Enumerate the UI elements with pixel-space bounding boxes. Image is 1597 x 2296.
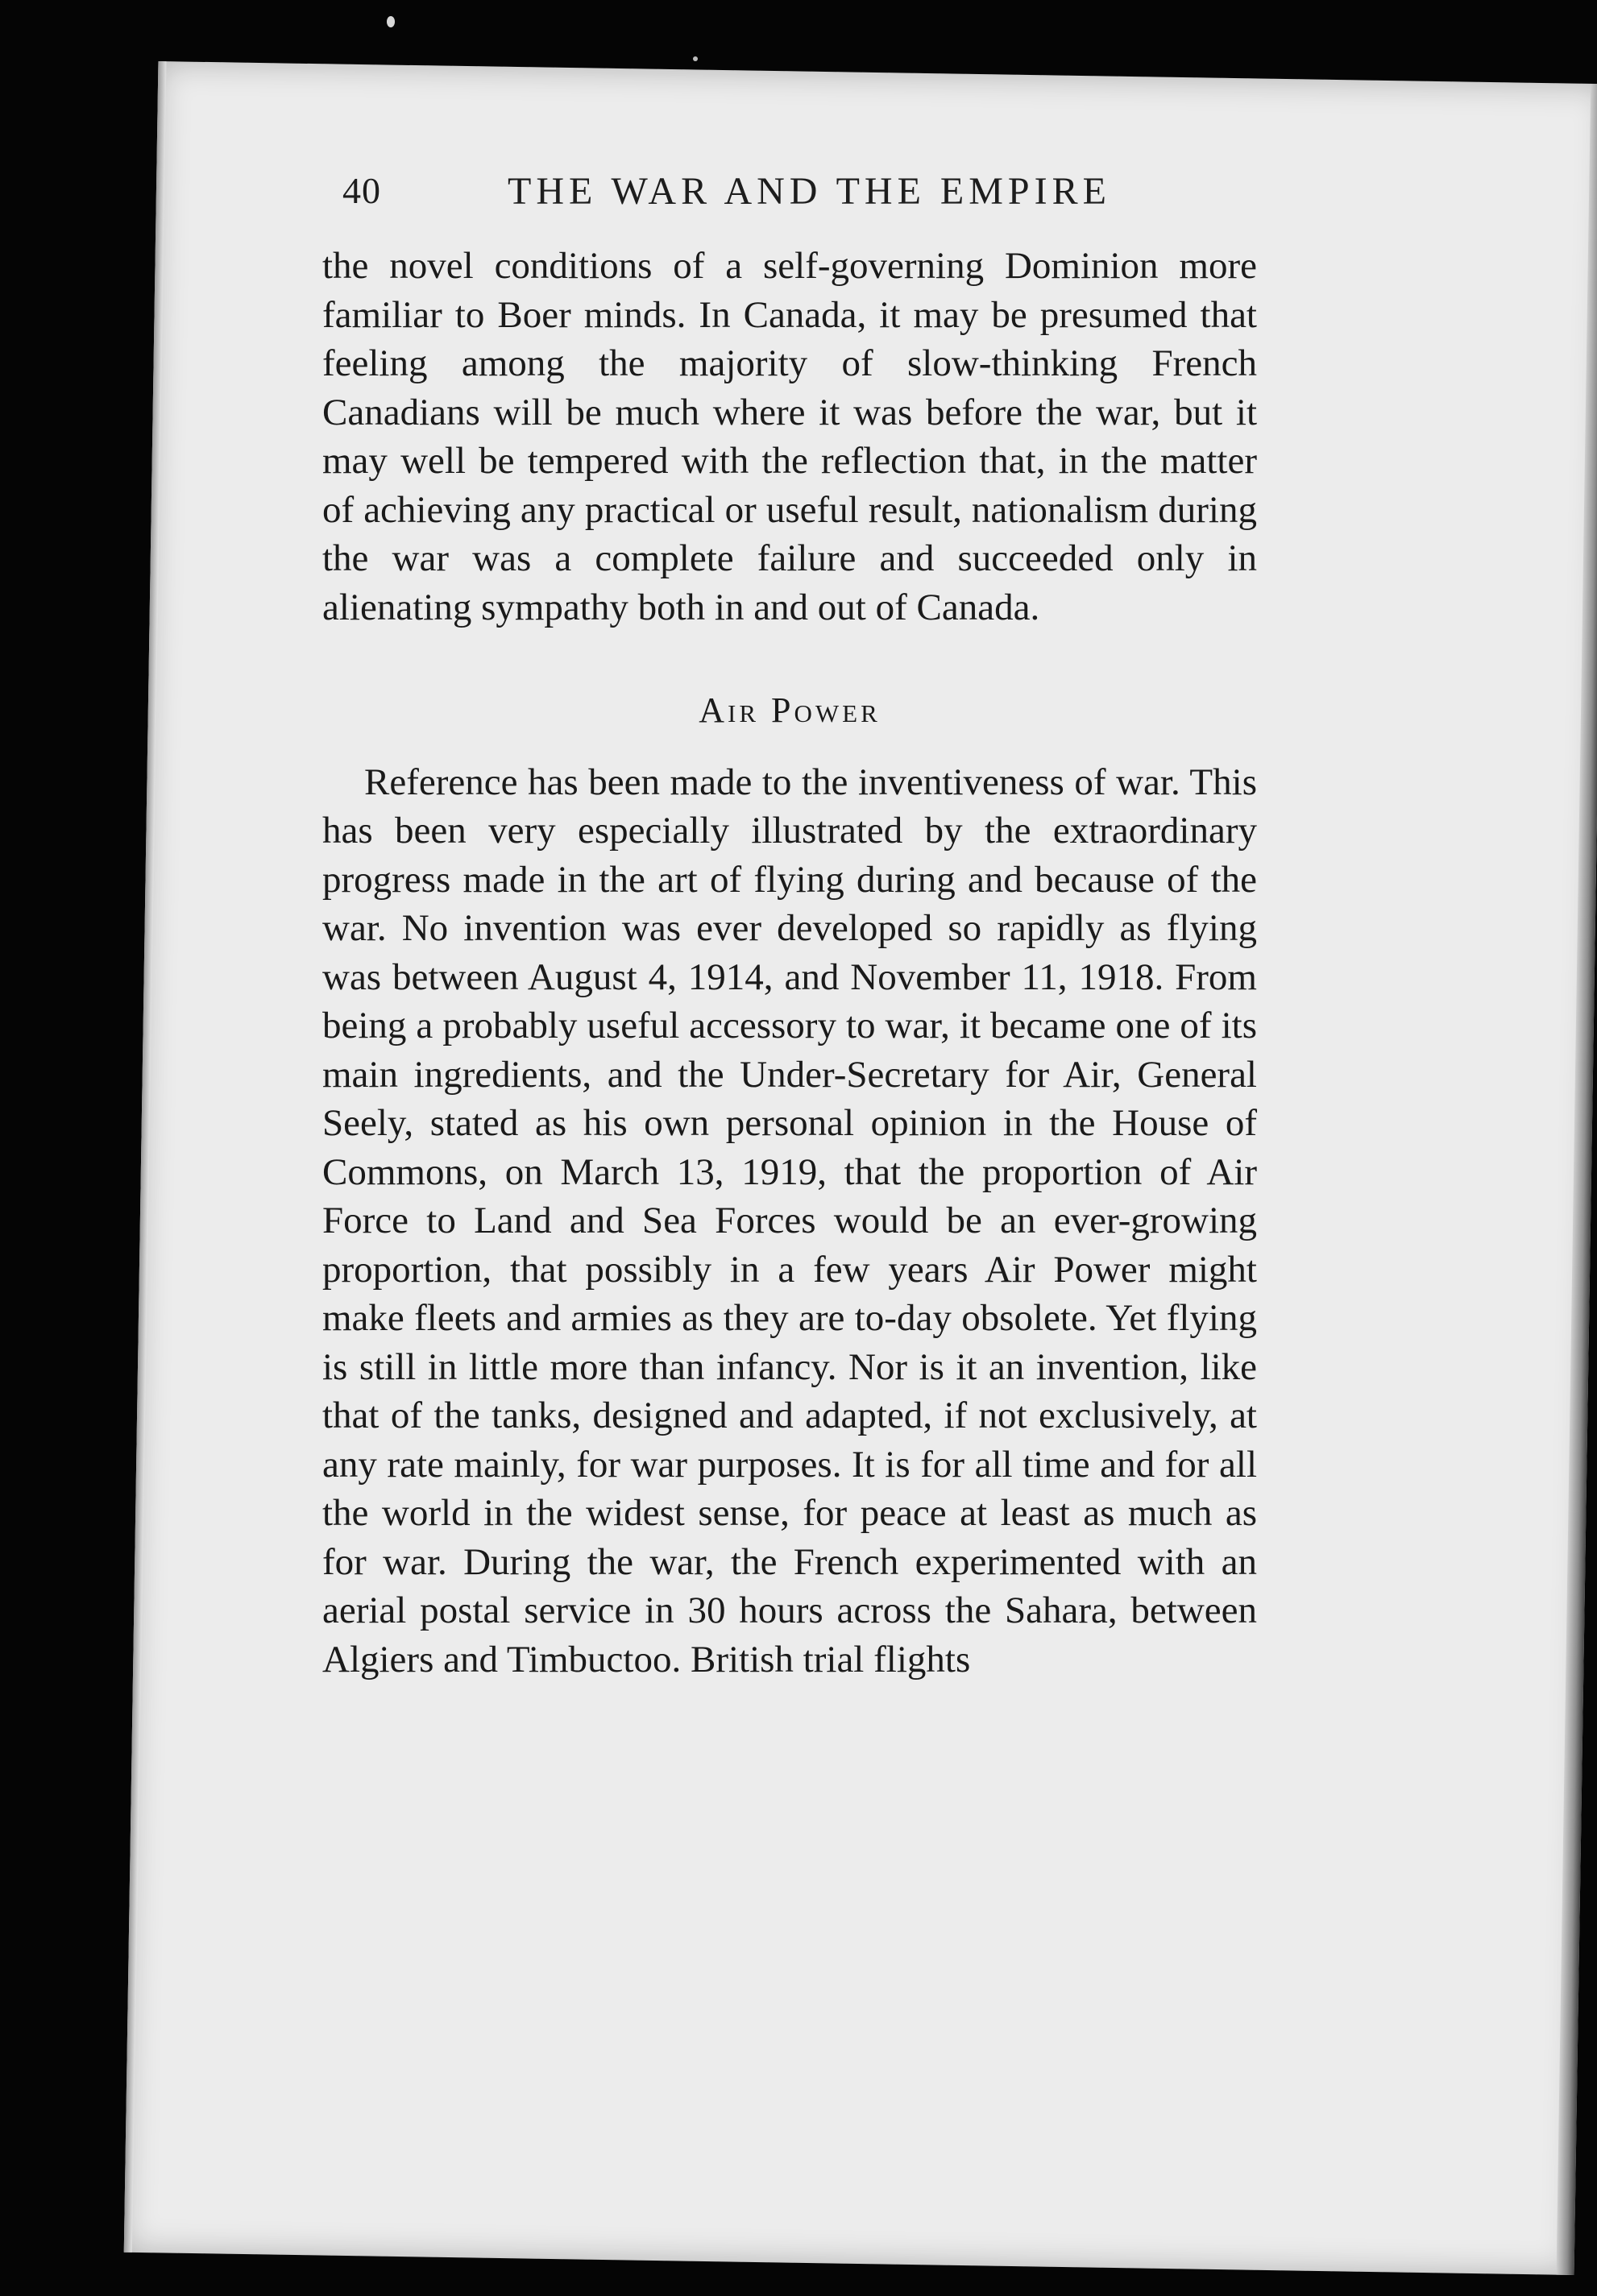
paragraph-canada: the novel conditions of a self-governing Dominion more familiar to Boer minds. In Canada, it may be presumed that feeling among the majority of slow-thinking French Canadians will be much where it was before the war, but it may well be tempered with the reflection that, in the matter of achieving any practical or useful result, nationalism during the war was a complete failure and succeeded only in alienating sympathy both in and out of Canada. bbox=[322, 245, 1257, 628]
section-heading-air-power: Air Power bbox=[699, 690, 881, 730]
running-title: THE WAR AND THE EMPIRE bbox=[508, 170, 1111, 213]
page-number: 40 bbox=[342, 170, 381, 211]
scan-speck bbox=[387, 16, 395, 27]
page-body bbox=[322, 242, 1257, 1684]
scan-speck bbox=[693, 56, 698, 61]
page-header bbox=[342, 169, 1390, 226]
paragraph-air-power: Reference has been made to the inventiveness of war. This has been very especially illustrated by the extraordinary progress made in the art of flying during and because of the war. No invention was ever developed so rapidly as flying was between August 4, 1914, and November 11, 1918. From being a probably useful accessory to war, it became one of its main ingredients, and the Under-Secretary for Air, General Seely, stated as his own personal opinion in the House of Commons, on March 13, 1919, that the proportion of Air Force to Land and Sea Forces would be an ever-growing proportion, that possibly in a few years Air Power might make fleets and armies as they are to-day obsolete. Yet flying is still in little more than infancy. Nor is it an invention, like that of the tanks, designed and adapted, if not exclusively, at any rate mainly, for war purposes. It is for all time and for all the world in the widest sense, for peace at least as much as for war. During the war, the French experimented with an aerial postal service in 30 hours across the Sahara, between Algiers and Timbuctoo. British trial flights bbox=[322, 760, 1257, 1681]
